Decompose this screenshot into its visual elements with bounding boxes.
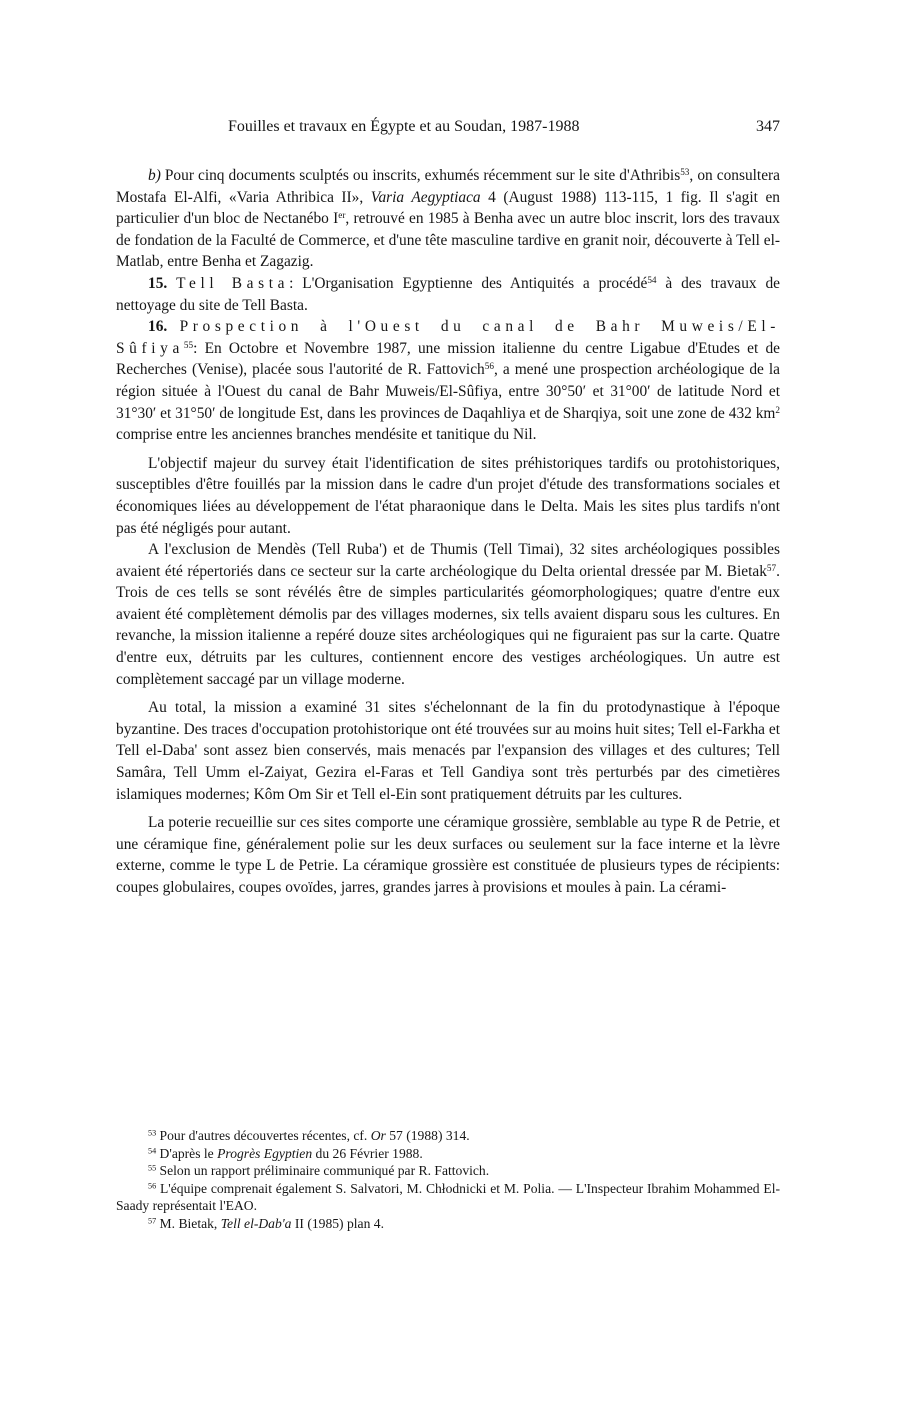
footnotes xyxy=(116,1127,780,1232)
section-heading: Tell Basta xyxy=(176,274,290,292)
footnote-italic: Tell el-Dab'a xyxy=(220,1215,292,1231)
footnote-mark: 55 xyxy=(148,1163,157,1173)
footnote-italic: Or xyxy=(370,1128,386,1143)
footnote-text: II (1985) plan 4. xyxy=(291,1215,384,1231)
paragraph-athribis xyxy=(116,165,780,273)
footnote-mark: 57 xyxy=(148,1216,157,1226)
body-text xyxy=(116,165,780,899)
unit-exponent: 2 xyxy=(775,404,780,415)
text: 4 (August 1988) 113-115, 1 fig. Il s'agit en particulier d'un bloc de Nectanébo I xyxy=(116,188,780,228)
footnote-mark: 53 xyxy=(148,1128,157,1138)
footnote-ref-53[interactable]: 53 xyxy=(680,166,690,177)
text: , on consultera Mostafa El-Alfi, «Varia Athribica II», xyxy=(116,167,780,206)
item-label: b) xyxy=(148,167,161,184)
text: A l'exclusion de Mendès (Tell Ruba') et de Thumis (Tell Timai), 32 sites archéologiques possibles avaient été répertoriés dans ce secteur sur la carte archéologique du Delta oriental dressée par M. Bietak xyxy=(116,541,780,580)
footnote-text: L'équipe comprenait également S. Salvatori, M. Chłodnicki et M. Polia. — L'Inspecteur Ibrahim Mohammed El-Saady représentait l'EAO. xyxy=(116,1180,780,1213)
footnote-text: Selon un rapport préliminaire communiqué par R. Fattovich. xyxy=(156,1163,490,1178)
paragraph-poterie: La poterie recueillie sur ces sites comporte une céramique grossière, semblable au type R de Petrie, et une céramique fine, généralement polie sur les deux surfaces ou seulement sur la face interne et la lèvre externe, comme le type L de Petrie. La céramique grossière est constituée de plusieurs types de récipients: coupes globulaires, coupes ovoïdes, jarres, grandes jarres à provisions et moules à pain. La cérami- xyxy=(116,814,780,896)
text: : En Octobre et Novembre 1987, une mission italienne du centre Ligabue d'Etudes et de Recherches (Venise), placée sous l'autorité de R. Fattovich xyxy=(116,339,780,379)
text: à des travaux de nettoyage du site de Tell Basta. xyxy=(116,274,780,314)
paragraph-objectif: L'objectif majeur du survey était l'identification de sites préhistoriques tardifs ou protohistoriques, susceptibles d'être fouillés par la mission dans le cadre d'un projet d'étude des transformations sociales et économiques liées au développement de l'état pharaonique dans le Delta. Mais les sites plus tardifs n'ont pas été négligés pour autant. xyxy=(116,454,780,537)
text: comprise entre les anciennes branches mendésite et tanitique du Nil. xyxy=(116,426,537,444)
section-number: 15. xyxy=(148,274,168,292)
text: . Trois de ces tells se sont révélés être de simples particularités géomorphologiques; quatre d'entre eux avaient été complètement démolis par des villages modernes, six tells avaient disparu sous les cultures. En revanche, la mission italienne a repéré douze sites archéologiques qui ne figuraient pas sur la carte. Quatre d'entre eux, détruits par les cultures, contiennent encore des vestiges archéologiques. Un autre est complètement saccagé par un village moderne. xyxy=(116,562,780,688)
paragraph-prospection xyxy=(116,316,780,446)
text: : L'Organisation Egyptienne des Antiquités a procédé xyxy=(289,274,648,292)
running-title: Fouilles et travaux en Égypte et au Soudan, 1987-1988 xyxy=(228,118,580,135)
text: , retrouvé en 1985 à Benha avec un autre bloc inscrit, lors des travaux de fondation de la Faculté de Commerce, et d'une tête masculine tardive en granit noir, découverte à Tell el-Matlab, entre Benha et Zagazig. xyxy=(116,210,780,271)
footnote-mark: 54 xyxy=(148,1146,157,1156)
footnote-54 xyxy=(116,1145,780,1163)
footnote-text: D'après le xyxy=(156,1145,218,1161)
footnote-56 xyxy=(116,1180,780,1215)
footnote-mark: 56 xyxy=(148,1181,157,1191)
ordinal-superscript: er xyxy=(338,210,346,221)
footnote-55 xyxy=(116,1162,780,1180)
footnote-text: du 26 Février 1988. xyxy=(312,1145,423,1161)
paragraph-tell-basta xyxy=(116,273,780,316)
paragraph-exclusion xyxy=(116,539,780,690)
page-number: 347 xyxy=(756,118,780,135)
section-number: 16. xyxy=(148,318,168,336)
text: , a mené une prospection archéologique de la région située à l'Ouest du canal de Bahr Muweis/El-Sûfiya, entre 30°50′ et 31°00′ de latitude Nord et 31°30′ et 31°50′ de longitude Est, dans les provinces de Daqahliya et de Sharqiya, soit une zone de 432 km xyxy=(116,361,780,422)
text: Pour cinq documents sculptés ou inscrits, exhumés récemment sur le site d'Athribis xyxy=(160,167,681,184)
journal-title: Varia Aegyptiaca xyxy=(370,188,481,206)
footnote-53 xyxy=(116,1127,780,1145)
running-head xyxy=(116,118,780,140)
footnote-57 xyxy=(116,1215,780,1233)
section-heading: Prospection à l'Ouest du canal de Bahr Muweis/El-Sûfiya xyxy=(116,318,780,357)
footnote-text: M. Bietak, xyxy=(156,1215,221,1231)
footnote-text: Pour d'autres découvertes récentes, cf. xyxy=(156,1128,371,1143)
footnote-italic: Progrès Egyptien xyxy=(217,1145,313,1161)
footnote-text: 57 (1988) 314. xyxy=(385,1128,470,1143)
footnote-ref-57[interactable]: 57 xyxy=(766,562,777,573)
footnote-ref-56[interactable]: 56 xyxy=(484,361,494,372)
footnote-ref-55[interactable]: 55 xyxy=(183,339,194,350)
footnote-ref-54[interactable]: 54 xyxy=(647,274,657,285)
paragraph-total: Au total, la mission a examiné 31 sites s'échelonnant de la fin du protodynastique à l'époque byzantine. Des traces d'occupation protohistorique ont été trouvées sur au moins huit sites; Tell el-Farkha et Tell el-Daba' sont assez bien conservés, mais menacés par l'expansion des villages et des cultures; Tell Samâra, Tell Umm el-Zaiyat, Gezira el-Faras et Tell Gandiya sont très perturbés par des cimetières islamiques modernes; Kôm Om Sir et Tell el-Ein sont pratiquement détruits par les cultures. xyxy=(116,699,780,803)
